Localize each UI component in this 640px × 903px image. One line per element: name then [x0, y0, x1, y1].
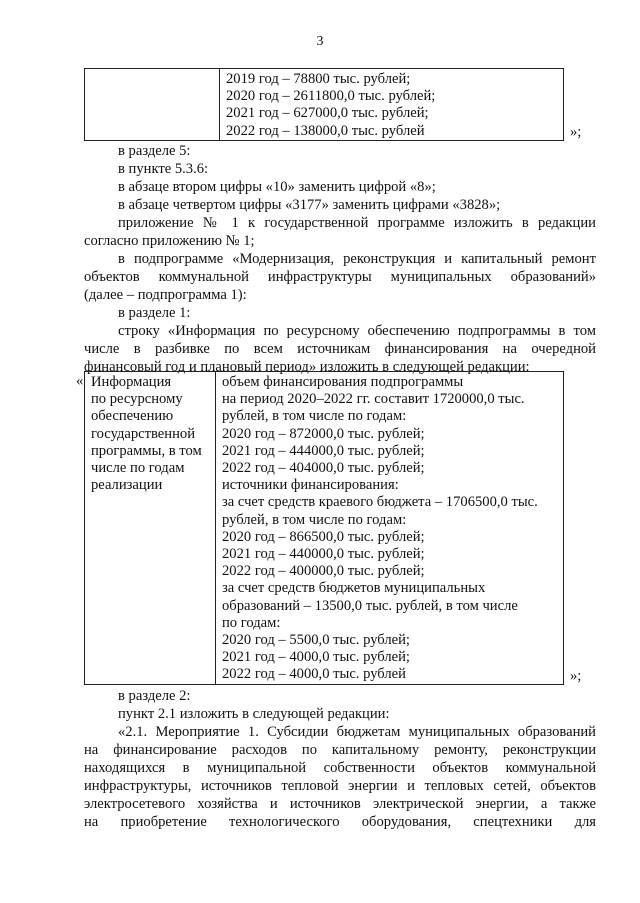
- paragraph: в абзаце втором цифры «10» заменить цифрой «8»;: [118, 179, 436, 195]
- left-line: обеспечению: [91, 408, 174, 425]
- main-table-right-cell: [216, 372, 564, 685]
- right-line: 2020 год – 866500,0 тыс. рублей;: [222, 528, 425, 545]
- right-line: за счет средств бюджетов муниципальных: [222, 580, 486, 597]
- right-line: 2022 год – 4000,0 тыс. рублей: [222, 666, 406, 683]
- right-line: рублей, в том числе по годам:: [222, 408, 407, 425]
- paragraph: в разделе 5:: [118, 143, 191, 159]
- top-table-left-cell: [85, 69, 220, 141]
- measure-line: на финансирование расходов по капитальному ремонту, реконструкции: [84, 742, 596, 758]
- left-line: реализации: [91, 477, 163, 494]
- paragraph: в разделе 2:: [118, 688, 191, 704]
- right-line: 2022 год – 404000,0 тыс. рублей;: [222, 460, 425, 477]
- measure-line: на приобретение технологического оборудования, спецтехники для: [84, 814, 596, 830]
- top-table-line: 2021 год – 627000,0 тыс. рублей;: [226, 105, 429, 122]
- main-table-closing-quote: »;: [570, 668, 582, 684]
- right-line: объем финансирования подпрограммы: [222, 374, 464, 390]
- main-table: [84, 371, 564, 685]
- right-line: по годам:: [222, 614, 281, 631]
- top-table-line: 2022 год – 138000,0 тыс. рублей: [226, 122, 425, 139]
- right-line: на период 2020–2022 гг. составит 1720000,0 тыс.: [222, 391, 525, 408]
- right-line: 2020 год – 5500,0 тыс. рублей;: [222, 632, 410, 649]
- top-table-line: 2019 год – 78800 тыс. рублей;: [226, 71, 411, 87]
- left-line: государственной: [91, 425, 196, 442]
- paragraph: в абзаце четвертом цифры «3177» заменить цифрами «3828»;: [118, 197, 501, 213]
- right-line: 2021 год – 444000,0 тыс. рублей;: [222, 442, 425, 459]
- paragraph-line: числе в разбивке по всем источникам финансирования на очередной: [84, 341, 596, 357]
- right-line: 2021 год – 440000,0 тыс. рублей;: [222, 546, 425, 563]
- paragraph-line: финансовый год и плановый период» изложить в следующей редакции:: [84, 359, 530, 375]
- page-number: 3: [316, 34, 324, 49]
- right-line: за счет средств краевого бюджета – 1706500,0 тыс.: [222, 494, 538, 511]
- measure-line: электросетевого хозяйства и источников электрической энергии, а также: [84, 796, 596, 812]
- top-table: [84, 68, 564, 141]
- right-line: 2020 год – 872000,0 тыс. рублей;: [222, 425, 425, 442]
- left-line: по ресурсному: [91, 391, 183, 408]
- measure-line: находящихся в муниципальной собственности объектов коммунальной: [84, 760, 596, 776]
- measure-line: «2.1. Мероприятие 1. Субсидии бюджетам муниципальных образований: [118, 724, 596, 740]
- main-table-opening-quote: «: [76, 373, 84, 389]
- left-line: программы, в том: [91, 442, 202, 459]
- measure-line: инфраструктуры, источников тепловой энергии и тепловых сетей, объектов: [84, 778, 596, 794]
- top-table-line: 2020 год – 2611800,0 тыс. рублей;: [226, 88, 436, 105]
- paragraph: в пункте 5.3.6:: [118, 161, 209, 177]
- right-line: образований – 13500,0 тыс. рублей, в том числе: [222, 597, 518, 614]
- top-table-right-cell: [220, 69, 564, 141]
- paragraph: в разделе 1:: [118, 305, 191, 321]
- paragraph-line: согласно приложению № 1;: [84, 233, 255, 249]
- paragraph-line: в подпрограмме «Модернизация, реконструкция и капитальный ремонт: [118, 251, 596, 267]
- paragraph-line: (далее – подпрограмма 1):: [84, 287, 247, 303]
- paragraph-line: строку «Информация по ресурсному обеспечению подпрограммы в том: [118, 323, 596, 339]
- paragraph-line: приложение № 1 к государственной программе изложить в редакции: [118, 215, 596, 231]
- left-line: Информация: [91, 374, 172, 390]
- top-table-closing-quote: »;: [570, 124, 582, 140]
- right-line: источники финансирования:: [222, 477, 399, 494]
- main-table-left-cell: [85, 372, 216, 685]
- right-line: рублей, в том числе по годам:: [222, 511, 407, 528]
- right-line: 2022 год – 400000,0 тыс. рублей;: [222, 563, 425, 580]
- right-line: 2021 год – 4000,0 тыс. рублей;: [222, 649, 410, 666]
- left-line: числе по годам: [91, 460, 185, 477]
- paragraph: пункт 2.1 изложить в следующей редакции:: [118, 706, 390, 722]
- paragraph-line: объектов коммунальной инфраструктуры муниципальных образований»: [84, 269, 596, 285]
